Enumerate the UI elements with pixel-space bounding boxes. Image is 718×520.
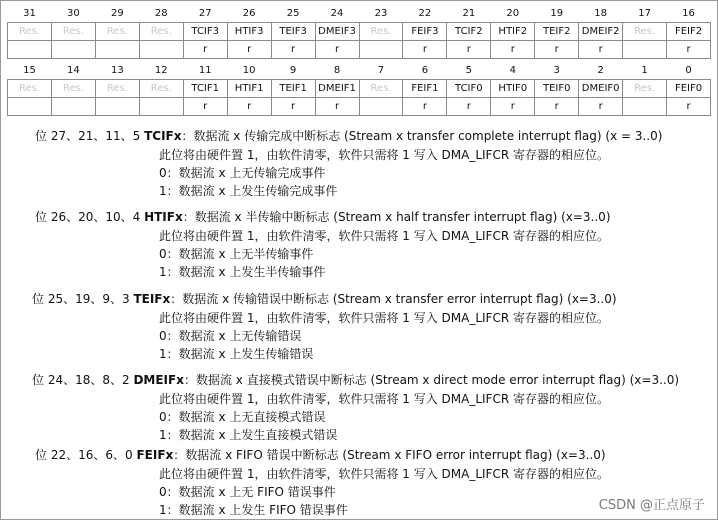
field-value-option: 0：数据流 x 上无传输错误	[159, 329, 302, 343]
access-mode	[623, 98, 667, 116]
bit-number: 19	[550, 7, 564, 19]
field-value-option: 1：数据流 x 上发生半传输事件	[159, 265, 326, 279]
bit-field-name: DMEIF0	[579, 80, 623, 98]
field-value-option: 0：数据流 x 上无 FIFO 错误事件	[159, 485, 336, 499]
bit-field-name: Res.	[359, 80, 403, 98]
bit-number: 28	[154, 7, 168, 19]
access-row	[8, 98, 711, 116]
bit-field-name: FEIF2	[667, 23, 711, 41]
field-behavior-text: 此位将由硬件置 1，由软件清零，软件只需将 1 写入 DMA_LIFCR 寄存器的相应位。	[159, 392, 609, 406]
field-title: ：数据流 x 直接模式错误中断标志 (Stream x direct mode error interrupt flag) (x=3..0)	[183, 373, 680, 387]
bit-number: 0	[685, 64, 692, 76]
access-mode: r	[183, 41, 227, 59]
field-title: ：数据流 x 传输错误中断标志 (Stream x transfer error interrupt flag) (x=3..0)	[170, 292, 617, 306]
access-mode: r	[667, 41, 711, 59]
bit-number: 8	[333, 64, 341, 76]
field-behavior-text: 此位将由硬件置 1，由软件清零，软件只需将 1 写入 DMA_LIFCR 寄存器的相应位。	[159, 148, 609, 162]
bit-field-name: Res.	[139, 23, 183, 41]
bit-number: 22	[418, 7, 432, 19]
field-description-heading	[35, 209, 611, 226]
bit-field-name: Res.	[8, 80, 52, 98]
bit-number: 26	[242, 7, 256, 19]
bit-field-name: FEIF3	[403, 23, 447, 41]
bit-field-name: HTIF3	[227, 23, 271, 41]
access-mode: r	[579, 98, 623, 116]
field-description-heading	[32, 291, 617, 308]
bit-field-name: Res.	[8, 23, 52, 41]
access-mode: r	[403, 41, 447, 59]
access-mode: r	[183, 98, 227, 116]
access-mode	[359, 98, 403, 116]
field-value-option: 0：数据流 x 上无传输完成事件	[159, 166, 326, 180]
bit-number: 12	[154, 64, 168, 76]
watermark: CSDN @正点原子	[598, 498, 705, 513]
bit-field-name: TCIF0	[447, 80, 491, 98]
access-mode	[359, 41, 403, 59]
bit-number: 1	[641, 64, 648, 76]
bit-number: 14	[67, 64, 80, 76]
field-behavior-text: 此位将由硬件置 1，由软件清零，软件只需将 1 写入 DMA_LIFCR 寄存器的相应位。	[159, 467, 609, 481]
bit-number: 30	[67, 7, 80, 19]
access-mode	[8, 98, 52, 116]
bit-field-name: Res.	[139, 80, 183, 98]
access-mode: r	[447, 41, 491, 59]
bit-number: 18	[594, 7, 608, 19]
bit-field-name: Res.	[95, 80, 139, 98]
bit-positions: 位 24、18、8、2	[32, 373, 134, 387]
bit-field-name: DMEIF3	[315, 23, 359, 41]
access-mode	[51, 98, 95, 116]
bit-field-name: TCIFx	[144, 129, 182, 143]
field-value-option: 1：数据流 x 上发生传输错误	[159, 347, 314, 361]
bit-number: 3	[553, 64, 560, 76]
access-mode	[623, 41, 667, 59]
field-value-option: 1：数据流 x 上发生 FIFO 错误事件	[159, 503, 348, 517]
bit-number: 27	[198, 7, 212, 19]
bit-field-name: TEIF2	[535, 23, 579, 41]
access-mode: r	[315, 41, 359, 59]
field-title: ：数据流 x 传输完成中断标志 (Stream x transfer complete interrupt flag) (x = 3..0)	[181, 129, 663, 143]
access-mode: r	[535, 98, 579, 116]
bit-name-row	[8, 23, 711, 41]
bit-field-name: FEIF0	[667, 80, 711, 98]
bit-field-name: TEIF0	[535, 80, 579, 98]
bit-field-name: HTIF2	[491, 23, 535, 41]
access-mode: r	[579, 41, 623, 59]
bit-number: 6	[421, 64, 429, 76]
field-title: ：数据流 x FIFO 错误中断标志 (Stream x FIFO error interrupt flag) (x=3..0)	[173, 448, 606, 462]
access-mode: r	[447, 98, 491, 116]
bit-number: 15	[23, 64, 36, 76]
field-value-option: 0：数据流 x 上无半传输事件	[159, 247, 314, 261]
field-value-option: 1：数据流 x 上发生直接模式错误	[159, 428, 338, 442]
bit-field-name: HTIFx	[144, 210, 183, 224]
bit-number: 24	[330, 7, 344, 19]
access-mode: r	[491, 98, 535, 116]
field-title: ：数据流 x 半传输中断标志 (Stream x half transfer interrupt flag) (x=3..0)	[182, 210, 611, 224]
field-value-option: 0：数据流 x 上无直接模式错误	[159, 410, 326, 424]
bit-field-name: Res.	[95, 23, 139, 41]
bit-number: 11	[198, 64, 212, 76]
bit-number-row	[8, 61, 711, 80]
access-row	[8, 41, 711, 59]
access-mode	[139, 98, 183, 116]
bit-field-name: TCIF1	[183, 80, 227, 98]
bit-field-name: Res.	[359, 23, 403, 41]
access-mode: r	[491, 41, 535, 59]
field-description-heading	[32, 372, 679, 389]
bit-number: 20	[506, 7, 520, 19]
access-mode: r	[403, 98, 447, 116]
bit-field-name: TCIF3	[183, 23, 227, 41]
bit-number-row	[8, 4, 711, 23]
bit-field-name: DMEIF2	[579, 23, 623, 41]
bit-field-name: HTIF0	[491, 80, 535, 98]
bit-number: 7	[377, 64, 385, 76]
access-mode	[139, 41, 183, 59]
bit-field-name: TEIF1	[271, 80, 315, 98]
field-description-heading	[35, 128, 662, 145]
access-mode: r	[227, 41, 271, 59]
access-mode	[51, 41, 95, 59]
access-mode	[8, 41, 52, 59]
bit-number: 2	[597, 64, 604, 76]
field-behavior-text: 此位将由硬件置 1，由软件清零，软件只需将 1 写入 DMA_LIFCR 寄存器的相应位。	[159, 311, 609, 325]
bit-number: 4	[509, 64, 516, 76]
bit-number: 16	[682, 7, 695, 19]
bit-positions: 位 22、16、6、0	[35, 448, 137, 462]
access-mode: r	[271, 41, 315, 59]
bit-field-name: DMEIFx	[133, 373, 184, 387]
bit-field-name: DMEIF1	[315, 80, 359, 98]
bit-field-name: TEIF3	[271, 23, 315, 41]
bit-number: 5	[465, 64, 473, 76]
bit-field-name: FEIFx	[136, 448, 174, 462]
access-mode	[95, 98, 139, 116]
bit-number: 29	[110, 7, 124, 19]
bit-number: 17	[638, 7, 651, 19]
bit-positions: 位 26、20、10、4	[35, 210, 145, 224]
bit-number: 25	[286, 7, 300, 19]
field-value-option: 1：数据流 x 上发生传输完成事件	[159, 184, 338, 198]
bit-field-name: Res.	[51, 23, 95, 41]
bit-positions: 位 27、21、11、5	[35, 129, 145, 143]
bit-field-name: HTIF1	[227, 80, 271, 98]
bit-field-name: TCIF2	[447, 23, 491, 41]
access-mode: r	[667, 98, 711, 116]
access-mode: r	[535, 41, 579, 59]
access-mode: r	[227, 98, 271, 116]
bit-number: 10	[242, 64, 256, 76]
bit-field-name: Res.	[623, 23, 667, 41]
register-table-high	[7, 4, 711, 59]
bit-field-name: FEIF1	[403, 80, 447, 98]
bit-positions: 位 25、19、9、3	[32, 292, 134, 306]
bit-field-name: Res.	[623, 80, 667, 98]
bit-number: 13	[110, 64, 124, 76]
bit-number: 23	[374, 7, 388, 19]
bit-field-name: TEIFx	[133, 292, 171, 306]
field-description-heading	[35, 447, 606, 464]
access-mode: r	[271, 98, 315, 116]
access-mode: r	[315, 98, 359, 116]
field-behavior-text: 此位将由硬件置 1，由软件清零，软件只需将 1 写入 DMA_LIFCR 寄存器的相应位。	[159, 229, 609, 243]
bit-number: 9	[289, 64, 297, 76]
access-mode	[95, 41, 139, 59]
bit-field-name: Res.	[51, 80, 95, 98]
bit-number: 21	[462, 7, 476, 19]
bit-name-row	[8, 80, 711, 98]
register-table-low	[7, 61, 711, 116]
bit-number: 31	[23, 7, 36, 19]
